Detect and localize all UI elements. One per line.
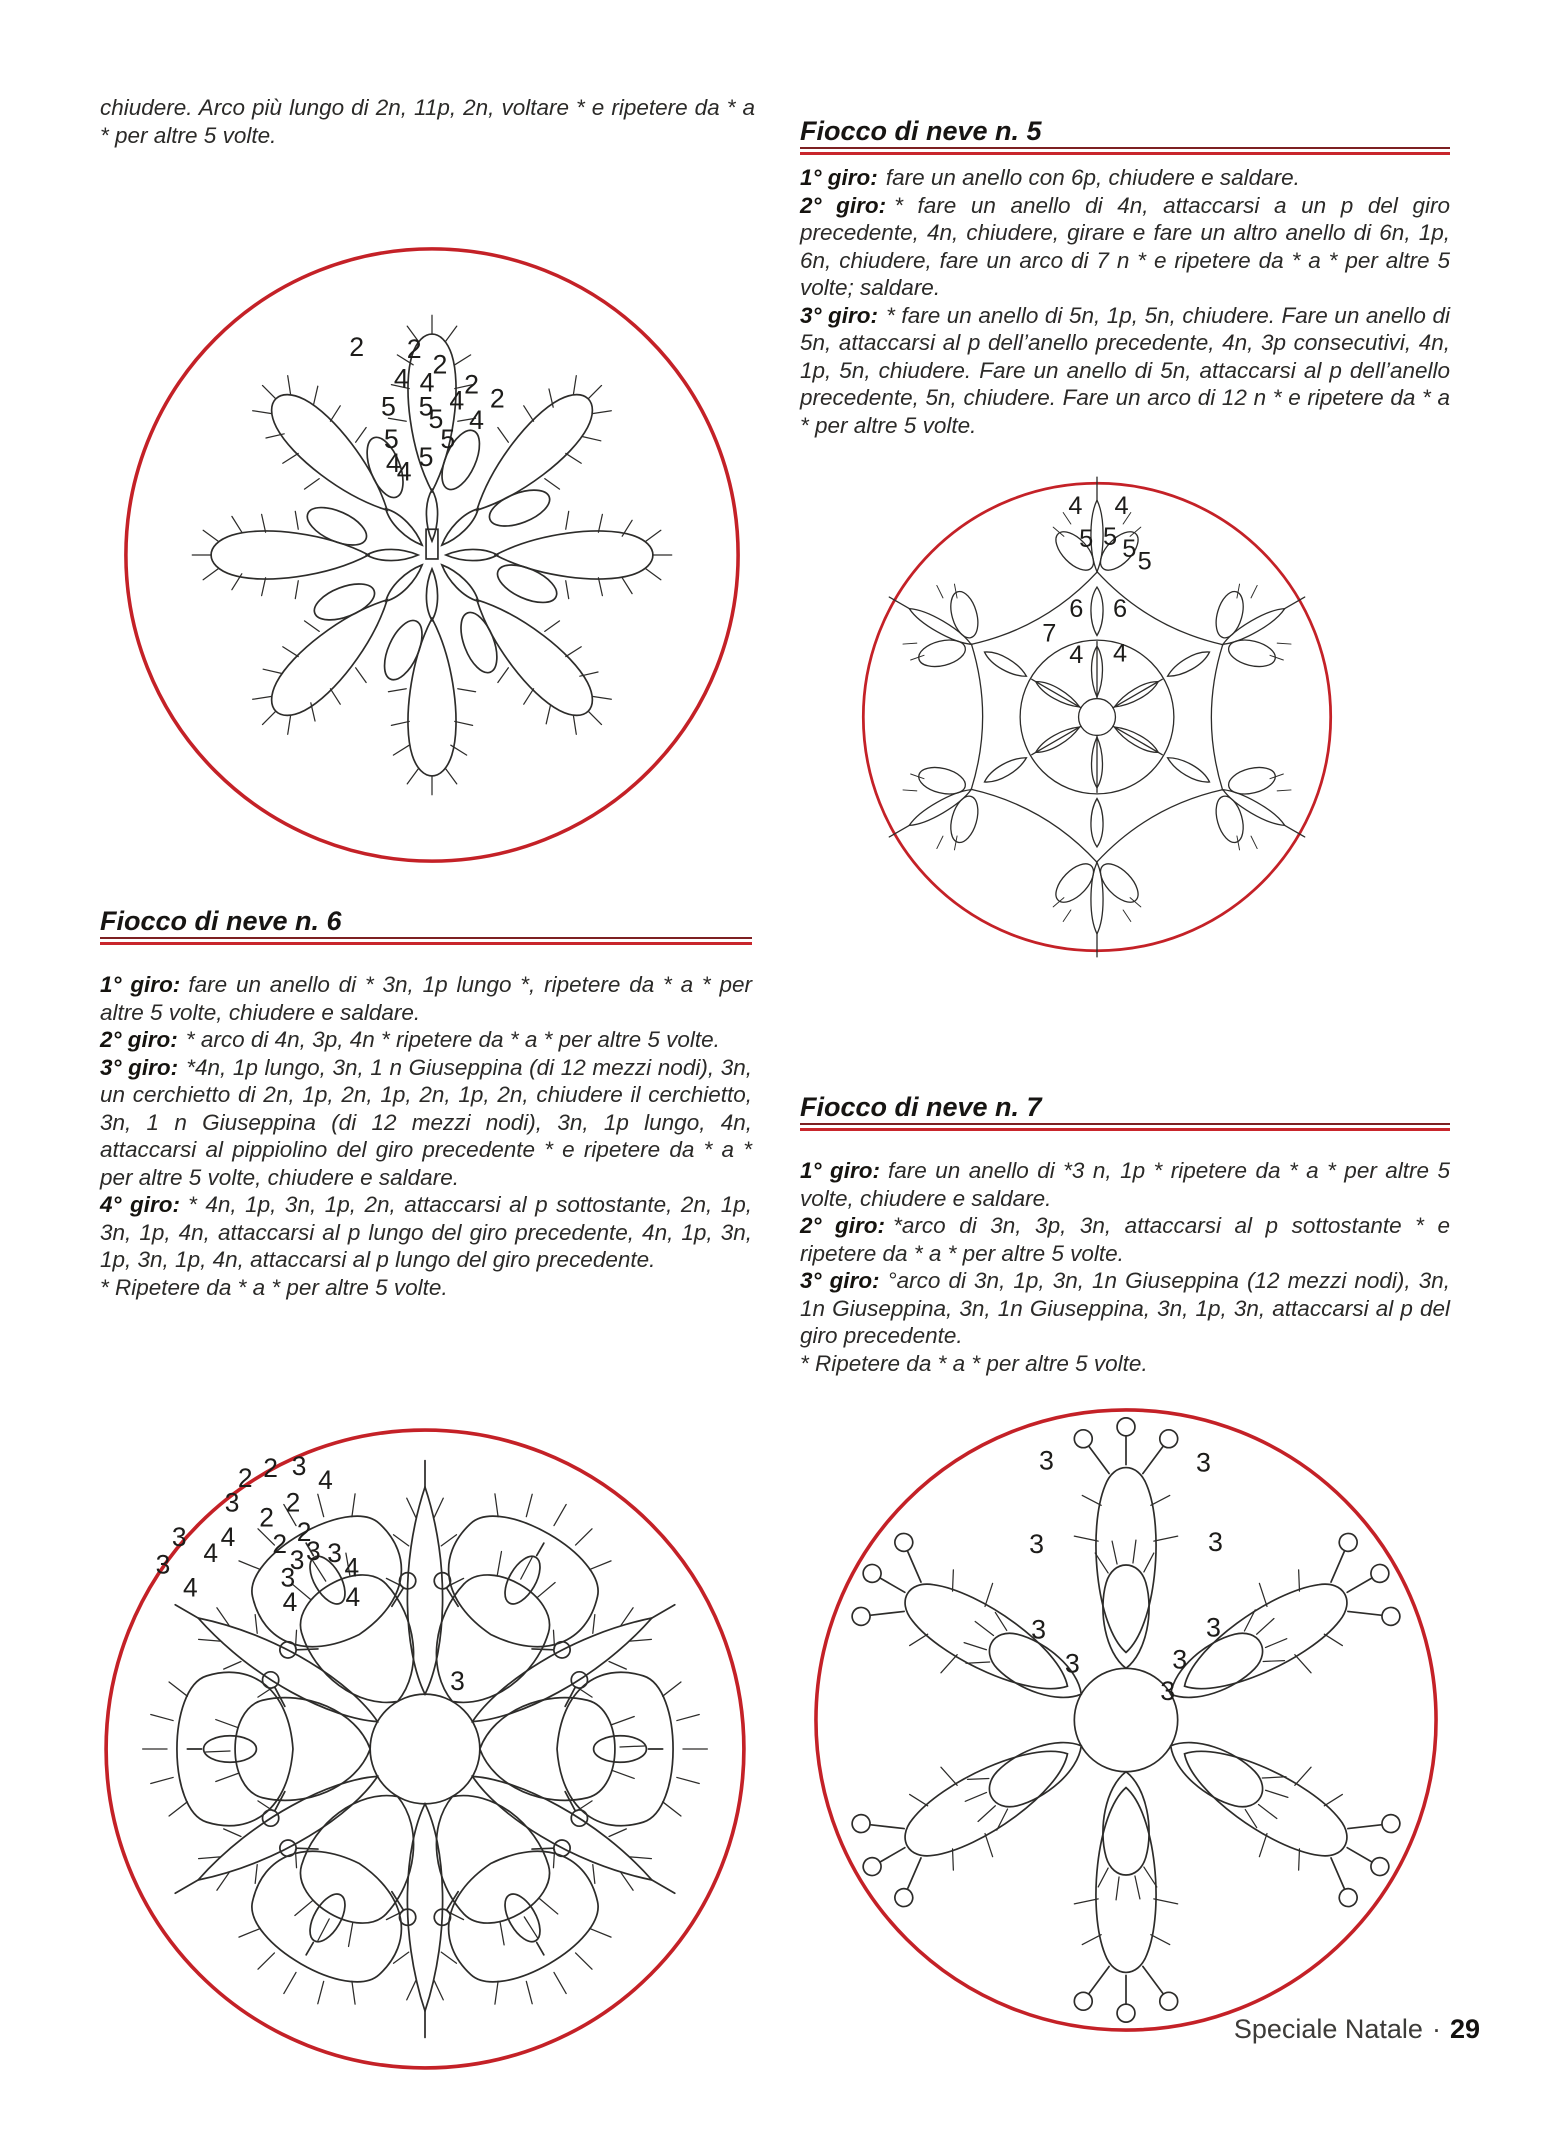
diagram-snowflake-6 xyxy=(100,1424,750,2074)
giro-text: * arco di 4n, 3p, 4n * ripetere da * a * per altre 5 volte. xyxy=(185,1027,720,1052)
page-number: 29 xyxy=(1449,2014,1480,2044)
footer-separator: · xyxy=(1431,2014,1441,2044)
svg-text:3: 3 xyxy=(305,1536,321,1567)
svg-text:4: 4 xyxy=(385,447,401,478)
svg-text:3: 3 xyxy=(327,1538,342,1569)
svg-text:4: 4 xyxy=(1069,641,1084,670)
giro-text: * fare un anello di 4n, attaccarsi a un p del giro precedente, 4n, chiudere, girare e fare un altro anello di 6n, 1p, 6n, chiudere, fare un arco di 7 n * e ripetere da * a * per altre 5 volte; saldare. xyxy=(800,192,1450,300)
svg-text:5: 5 xyxy=(1122,535,1137,564)
svg-text:3: 3 xyxy=(224,1487,240,1518)
giro-label: 2° giro: xyxy=(800,192,887,218)
svg-text:4: 4 xyxy=(419,367,435,398)
diagram-number-labels xyxy=(349,332,505,487)
svg-text:3: 3 xyxy=(280,1562,296,1593)
giro-text: * 4n, 1p, 3n, 1p, 2n, attaccarsi al p sottostante, 2n, 1p, 3n, 1p, 4n, attaccarsi al p lungo del giro precedente, 4n, 1p, 3n, 1p, 3n, 1p, 4n, attaccarsi al p lungo del giro precedente. xyxy=(100,1192,752,1272)
diagram-border-circle xyxy=(126,249,738,861)
svg-text:2: 2 xyxy=(259,1502,274,1533)
svg-text:3: 3 xyxy=(1031,1614,1047,1645)
svg-text:2: 2 xyxy=(349,331,365,362)
svg-text:3: 3 xyxy=(155,1549,171,1580)
svg-text:5: 5 xyxy=(380,391,396,422)
svg-text:3: 3 xyxy=(171,1521,187,1552)
giro-label: 2° giro: xyxy=(100,1027,178,1052)
giro-label: 1° giro: xyxy=(800,1158,880,1183)
svg-text:3: 3 xyxy=(1205,1612,1221,1643)
svg-text:5: 5 xyxy=(418,441,434,472)
svg-text:4: 4 xyxy=(1068,492,1083,521)
section-fiocco-6 xyxy=(100,906,752,1301)
giro-label: 1° giro: xyxy=(100,972,181,997)
giro-text: * Ripetere da * a * per altre 5 volte. xyxy=(100,1274,448,1300)
svg-text:4: 4 xyxy=(396,456,412,487)
svg-text:3: 3 xyxy=(1039,1445,1054,1476)
svg-text:2: 2 xyxy=(237,1462,253,1493)
svg-text:3: 3 xyxy=(1196,1447,1211,1478)
heading-rule xyxy=(800,1123,1450,1131)
svg-text:4: 4 xyxy=(469,405,485,436)
svg-text:3: 3 xyxy=(1160,1676,1176,1707)
svg-text:4: 4 xyxy=(220,1521,236,1552)
svg-text:2: 2 xyxy=(272,1528,288,1559)
snowflake-6-schematic xyxy=(100,1424,750,2074)
intro-paragraph: chiudere. Arco più lungo di 2n, 11p, 2n, voltare * e ripetere da * a * per altre 5 volte. xyxy=(100,95,755,148)
svg-text:5: 5 xyxy=(1103,522,1118,551)
section-fiocco-5 xyxy=(800,116,1450,439)
svg-text:3: 3 xyxy=(1207,1527,1223,1558)
svg-text:4: 4 xyxy=(1113,639,1128,668)
svg-text:4: 4 xyxy=(393,363,409,394)
svg-text:4: 4 xyxy=(449,385,465,416)
svg-text:3: 3 xyxy=(1172,1644,1188,1675)
giro-label: 3° giro: xyxy=(100,1054,179,1080)
svg-text:6: 6 xyxy=(1113,595,1128,624)
giro-label: 3° giro: xyxy=(800,302,879,328)
snowflake-7-schematic xyxy=(808,1402,1444,2038)
giro-label: 1° giro: xyxy=(800,165,878,190)
svg-text:4: 4 xyxy=(203,1538,219,1569)
snowflake-5-schematic xyxy=(851,471,1343,963)
giro-label: 3° giro: xyxy=(800,1268,880,1293)
giro-text: *arco di 3n, 3p, 3n, attaccarsi al p sottostante * e ripetere da * a * per altre 5 volte. xyxy=(800,1213,1450,1266)
svg-text:5: 5 xyxy=(1137,547,1152,576)
heading-rule xyxy=(100,937,752,945)
svg-text:2: 2 xyxy=(432,349,448,380)
giro-text: fare un anello di * 3n, 1p lungo *, ripetere da * a * per altre 5 volte, chiudere e saldare. xyxy=(100,972,752,1025)
svg-text:2: 2 xyxy=(263,1452,278,1483)
giro-text: fare un anello con 6p, chiudere e saldare. xyxy=(885,165,1300,190)
svg-text:2: 2 xyxy=(296,1516,312,1547)
svg-text:5: 5 xyxy=(1079,525,1094,554)
giro-label: 2° giro: xyxy=(800,1213,886,1238)
svg-text:4: 4 xyxy=(1114,492,1129,521)
svg-text:5: 5 xyxy=(383,424,399,455)
diagram-snowflake-7 xyxy=(808,1402,1444,2038)
svg-text:2: 2 xyxy=(406,333,422,364)
svg-text:3: 3 xyxy=(1064,1648,1080,1679)
svg-text:3: 3 xyxy=(450,1666,465,1697)
svg-text:4: 4 xyxy=(345,1581,361,1612)
section-title: Fiocco di neve n. 5 xyxy=(800,116,1042,146)
svg-text:7: 7 xyxy=(1042,619,1057,648)
section-fiocco-7 xyxy=(800,1092,1450,1377)
svg-text:2: 2 xyxy=(464,369,480,400)
svg-text:2: 2 xyxy=(489,383,505,414)
heading-rule xyxy=(800,147,1450,155)
giro-text: * Ripetere da * a * per altre 5 volte. xyxy=(800,1350,1148,1376)
snowflake-4-schematic xyxy=(115,238,749,872)
svg-text:5: 5 xyxy=(428,404,444,435)
svg-text:2: 2 xyxy=(285,1487,301,1518)
svg-text:4: 4 xyxy=(318,1465,333,1495)
page-footer xyxy=(900,2014,1480,2045)
giro-label: 4° giro: xyxy=(100,1192,181,1217)
footer-label: Speciale Natale xyxy=(1233,2014,1423,2044)
giro-text: *4n, 1p lungo, 3n, 1 n Giuseppina (di 12 mezzi nodi), 3n, un cerchietto di 2n, 1p, 2n, 1p, 2n, 1p, 2n, chiudere il cerchietto, 3n, 1 n Giuseppina (di 12 mezzi nodi), 3n, 1p lungo, 4n, attaccarsi al pippiolino del giro precedente * e ripetere da * a * per altre 5 volte, chiudere e saldare. xyxy=(100,1054,752,1190)
snowflake-art xyxy=(839,1418,1414,2022)
diagram-snowflake-5 xyxy=(851,471,1343,963)
svg-text:3: 3 xyxy=(1029,1529,1045,1560)
section-title: Fiocco di neve n. 6 xyxy=(100,906,342,936)
snowflake-art xyxy=(851,477,1343,957)
section-title: Fiocco di neve n. 7 xyxy=(800,1092,1042,1122)
svg-text:4: 4 xyxy=(282,1586,298,1617)
giro-text: * fare un anello di 5n, 1p, 5n, chiudere. Fare un anello di 5n, attaccarsi al p dell’anello precedente, 4n, 3p consecutivi, 4n, 1p, 5n, chiudere. Fare un anello di 5n, attaccarsi al p dell’anello precedente, 5n, chiudere. Fare un arco di 12 n * e ripetere da * a * per altre 5 volte. xyxy=(800,302,1450,438)
giro-text: °arco di 3n, 1p, 3n, 1n Giuseppina (12 mezzi nodi), 3n, 1n Giuseppina, 3n, 1n Giuseppina, 3n, 1p, 3n, attaccarsi al p del giro precedente. xyxy=(800,1268,1450,1348)
svg-text:3: 3 xyxy=(291,1450,307,1481)
svg-text:4: 4 xyxy=(344,1552,360,1583)
snowflake-art xyxy=(100,1425,750,2074)
diagram-border-circle xyxy=(816,1410,1436,2030)
svg-text:3: 3 xyxy=(289,1545,305,1576)
svg-text:6: 6 xyxy=(1069,595,1084,624)
svg-text:5: 5 xyxy=(418,391,434,422)
svg-text:5: 5 xyxy=(440,424,456,455)
giro-text: fare un anello di *3 n, 1p * ripetere da * a * per altre 5 volte, chiudere e saldare. xyxy=(800,1158,1450,1211)
diagram-snowflake-4 xyxy=(115,238,749,872)
diagram-border-circle xyxy=(863,483,1330,950)
svg-text:4: 4 xyxy=(183,1572,198,1603)
